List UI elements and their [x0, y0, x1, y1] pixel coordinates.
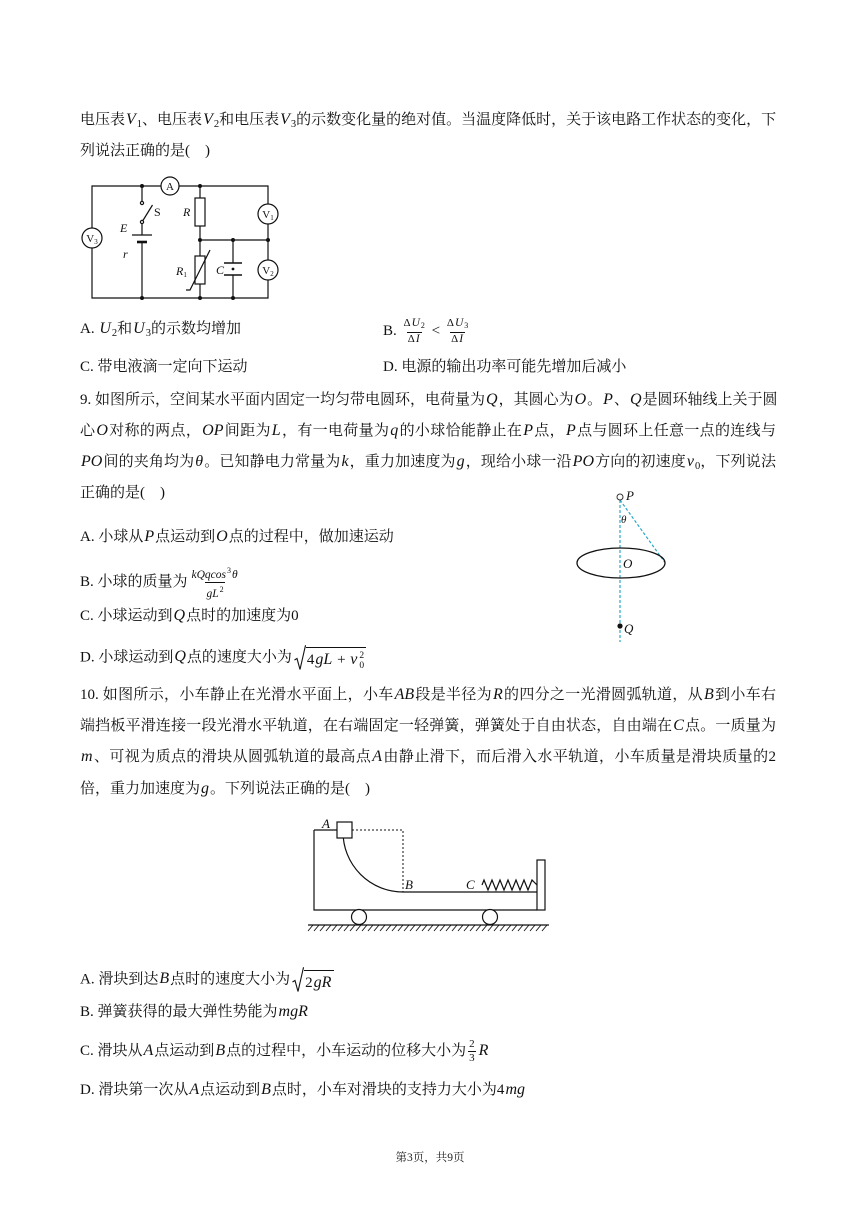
- math-variable: P: [523, 422, 533, 439]
- theta-label: θ: [621, 514, 627, 526]
- charged-ring: [577, 548, 665, 578]
- math-variable: OP: [202, 422, 224, 439]
- q9-option-c: [80, 604, 299, 628]
- math-variable: B: [159, 970, 170, 988]
- math-variable: O: [216, 528, 228, 545]
- text-run: 到小车右: [714, 687, 776, 703]
- cart-body: [308, 822, 549, 931]
- q8-option-d: [383, 355, 626, 379]
- text-run: 、可视为质点的滑块从圆弧轨道的最高点: [93, 749, 372, 765]
- math-subscript: 3: [145, 328, 151, 339]
- q9-option-b: [80, 564, 242, 600]
- text-run: A. 滑块到达: [80, 971, 159, 988]
- text-run: 对称的两点，: [108, 423, 202, 439]
- math-variable: mg: [505, 1081, 525, 1098]
- text-run: ，有一电荷量为: [281, 423, 390, 439]
- math-variable: PO: [572, 453, 594, 470]
- text-run: 间的夹角均为: [103, 454, 195, 470]
- text-run: ，重力加速度为: [349, 454, 456, 470]
- text-run: 电压表: [80, 112, 126, 128]
- point-q-dot: [617, 623, 622, 628]
- text-run: 方向的初速度: [595, 454, 686, 470]
- text-run: Δ: [446, 317, 454, 329]
- circuit-diagram: [80, 176, 304, 304]
- math-variable: B: [215, 1041, 226, 1059]
- text-run: 点的过程中，做加速运动: [228, 529, 394, 545]
- text-run: 点运动到: [200, 1082, 261, 1098]
- switch-blade: [142, 205, 153, 222]
- voltmeter-1-label-sub: 1: [270, 214, 274, 222]
- voltmeter-3-label-sub: 3: [94, 238, 98, 246]
- math-fraction: [468, 1038, 476, 1065]
- text-run: ，下列说法: [700, 454, 776, 470]
- math-variable: O: [574, 391, 587, 408]
- wire: [92, 186, 271, 298]
- text-run: 点的速度大小为: [186, 649, 292, 666]
- q10-option-a: [80, 967, 334, 991]
- resistor-r: [195, 198, 205, 226]
- junction-dot: [198, 238, 202, 242]
- text-run: ，现给小球一沿: [465, 454, 572, 470]
- math-variable: B: [261, 1081, 271, 1098]
- math-square-root: [294, 645, 366, 671]
- text-run: 9. 如图所示，空间某水平面内固定一均匀带电圆环，电荷量为: [80, 392, 486, 408]
- text-run: Δ: [451, 333, 459, 345]
- text-run: <: [427, 322, 444, 339]
- text-run: 点时的速度大小为: [170, 971, 291, 988]
- junction-dot: [266, 238, 270, 242]
- switch-contact: [140, 201, 143, 204]
- ball-at-p: [617, 494, 623, 500]
- math-sub-superscript: [359, 651, 364, 671]
- text-run: 心: [80, 423, 96, 439]
- junction-dot: [140, 184, 144, 188]
- fraction-numerator: [403, 317, 426, 332]
- math-variable: Q: [174, 648, 186, 666]
- junction-dot: [140, 296, 144, 300]
- q9-stem-line: [80, 481, 165, 505]
- text-run: 端挡板平滑连接一段光滑水平轨道，在右端固定一轻弹簧，弹簧处于自由状态，自由端在: [80, 718, 673, 734]
- text-run: 和电压表: [219, 112, 280, 128]
- math-square-root: [292, 967, 334, 993]
- fraction-denominator: [450, 332, 465, 346]
- math-variable: g: [456, 453, 465, 470]
- cart-track-figure: [300, 810, 556, 940]
- center-o-label: O: [623, 556, 633, 571]
- point-a-label: A: [322, 816, 330, 831]
- page-number: 第3页，共9页: [395, 1152, 465, 1164]
- text-run: 。: [587, 392, 603, 408]
- math-variable: θ: [195, 453, 204, 470]
- math-variable: v: [686, 453, 695, 470]
- text-run: 的示数变化量的绝对值。当温度降低时，关于该电路工作状态的变化，下: [296, 112, 777, 128]
- text-run: Δ: [407, 333, 415, 345]
- math-variable: A: [143, 1041, 154, 1059]
- math-variable: PO: [81, 453, 103, 470]
- math-variable: U: [411, 317, 420, 329]
- resistor-label: R: [183, 205, 191, 219]
- text-run: 和: [117, 321, 133, 337]
- q9-option-a: [80, 525, 394, 549]
- text-run: 由静止滑下，而后滑入水平轨道，小车质量是滑块质量的2: [383, 749, 776, 765]
- text-run: C. 滑块从: [80, 1042, 143, 1059]
- text-run: 2: [305, 975, 313, 991]
- math-variable: m: [81, 748, 93, 765]
- voltmeter-2-label-sub: 2: [270, 270, 274, 278]
- radical-stroke: [294, 646, 306, 670]
- math-variable: mgR: [278, 1003, 308, 1020]
- wheel: [483, 910, 498, 925]
- text-run: 点的过程中，小车运动的位移大小为: [226, 1042, 467, 1059]
- math-variable: R: [492, 686, 503, 703]
- voltmeter-2-label-main: V: [262, 265, 271, 277]
- radical-stroke: [293, 968, 305, 992]
- math-subscript: 2: [420, 321, 425, 330]
- math-variable: V: [203, 111, 213, 128]
- math-variable: O: [96, 422, 108, 439]
- ammeter-label: A: [166, 181, 174, 193]
- point-b-label: B: [405, 877, 413, 892]
- junction-dot: [231, 296, 235, 300]
- fraction-numerator: [468, 1038, 476, 1051]
- text-run: 。已知静电力常量为: [204, 454, 341, 470]
- text-run: 点时，小车对滑块的支持力大小为4: [271, 1082, 505, 1098]
- text-run: 点，: [533, 423, 565, 439]
- charged-ring-figure: [570, 488, 670, 648]
- text-run: 的示数均增加: [150, 321, 241, 337]
- point-q-label: Q: [624, 621, 634, 636]
- radical-sign-icon: [294, 645, 306, 671]
- emf-label: E: [120, 221, 128, 235]
- radicand: [304, 970, 334, 993]
- text-run: 4: [306, 652, 315, 669]
- math-variable: C: [673, 717, 684, 734]
- text-run: 2: [469, 1038, 475, 1050]
- math-variable: P: [144, 528, 155, 545]
- math-variable: R: [478, 1041, 489, 1059]
- text-run: 3: [469, 1052, 475, 1064]
- circuit-wires: [82, 177, 278, 298]
- junction-dot: [198, 184, 202, 188]
- math-variable: V: [126, 111, 136, 128]
- text-run: D. 滑块第一次从: [80, 1082, 189, 1098]
- math-variable: U: [454, 317, 464, 329]
- math-fraction: [403, 317, 426, 346]
- text-run: 点时的加速度为0: [186, 608, 299, 624]
- radius-guide: [352, 830, 403, 892]
- text-run: 倍，重力加速度为: [80, 781, 201, 797]
- math-variable: U: [99, 320, 111, 337]
- cart-outline: [314, 830, 537, 910]
- math-variable: P: [565, 422, 576, 439]
- text-run: C. 带电液滴一定向下运动: [80, 359, 248, 375]
- switch-label: S: [154, 205, 161, 219]
- math-variable: gL: [206, 588, 219, 600]
- q10-stem-line: [80, 777, 370, 801]
- thermistor-label: [175, 264, 187, 279]
- math-variable: P: [603, 391, 613, 408]
- text-run: B. 小球的质量为: [80, 573, 188, 590]
- q10-option-d: [80, 1078, 526, 1102]
- text-run: +: [333, 652, 350, 669]
- point-c-label: C: [466, 877, 475, 892]
- text-run: 点。一质量为: [684, 718, 776, 734]
- math-variable: L: [271, 422, 281, 439]
- voltmeter-1-label-main: V: [262, 209, 271, 221]
- text-run: 正确的是( ): [80, 485, 165, 501]
- math-variable: A: [372, 748, 382, 765]
- math-variable: gL: [315, 651, 333, 669]
- math-subscript: 1: [136, 119, 143, 130]
- end-stop-plate: [537, 860, 545, 910]
- text-run: A.: [80, 321, 99, 337]
- text-run: 段是半径为: [415, 687, 492, 703]
- math-subscript: 2: [213, 119, 220, 130]
- internal-resistance-label: r: [123, 247, 128, 261]
- q8-stem-line: [80, 108, 776, 132]
- text-run: 的小球恰能静止在: [399, 423, 523, 439]
- q10-option-b: [80, 1000, 309, 1024]
- math-superscript: 3: [227, 566, 232, 575]
- voltmeter-3-label-main: V: [86, 233, 95, 245]
- fraction-denominator: [407, 332, 422, 346]
- text-run: 是圆环轴线上关于圆: [642, 392, 778, 408]
- math-variable: k: [341, 453, 349, 470]
- junction-dot: [198, 296, 202, 300]
- text-run: 点与圆环上任意一点的连线与: [576, 423, 776, 439]
- text-run: D. 电源的输出功率可能先增加后减小: [383, 359, 627, 375]
- text-run: A. 小球从: [80, 529, 144, 545]
- text-run: B.: [383, 322, 401, 339]
- text-run: C. 小球运动到: [80, 608, 173, 624]
- math-variable: B: [703, 686, 714, 703]
- q10-stem-line: [80, 683, 776, 707]
- math-variable: θ: [232, 569, 238, 581]
- math-superscript: 2: [359, 651, 365, 661]
- math-variable: I: [459, 333, 464, 345]
- q9-stem-line: [80, 419, 776, 443]
- text-run: 、电压表: [142, 112, 203, 128]
- text-run: 的四分之一光滑圆弧轨道，从: [503, 687, 703, 703]
- q9-option-d: [80, 645, 366, 669]
- ground-hatching: [308, 925, 547, 931]
- thermistor-label-main: R: [176, 264, 184, 278]
- radical-sign-icon: [292, 967, 304, 993]
- math-variable: V: [280, 111, 290, 128]
- point-p-label: P: [626, 488, 634, 503]
- math-variable: U: [133, 320, 145, 337]
- math-variable: q: [390, 422, 399, 439]
- text-run: 。下列说法正确的是( ): [210, 781, 371, 797]
- q10-stem-line: [80, 745, 776, 769]
- q8-option-b: [383, 317, 471, 345]
- q9-stem-line: [80, 450, 776, 474]
- math-superscript: 2: [219, 585, 224, 594]
- charged-droplet: [232, 268, 235, 271]
- text-run: ，其圆心为: [498, 392, 574, 408]
- spring: [482, 880, 537, 890]
- capacitor-label: C: [216, 263, 225, 277]
- text-run: 点运动到: [154, 1042, 215, 1059]
- math-subscript: 3: [290, 119, 297, 130]
- switch-contact: [140, 220, 143, 223]
- q8-option-c: [80, 355, 248, 379]
- math-fraction: [190, 564, 240, 601]
- math-subscript: 3: [464, 321, 469, 330]
- quarter-arc-track: [343, 832, 403, 892]
- math-variable: Q: [629, 391, 642, 408]
- text-run: 间距为: [224, 423, 271, 439]
- math-subscript: 0: [359, 661, 365, 671]
- text-run: D. 小球运动到: [80, 649, 174, 666]
- math-variable: Q: [486, 391, 498, 408]
- slider-block: [337, 822, 352, 838]
- text-run: Δ: [403, 317, 411, 329]
- q10-option-c: [80, 1038, 489, 1062]
- fraction-numerator: [190, 564, 240, 582]
- q8-stem-line: [80, 139, 210, 163]
- fraction-denominator: [468, 1051, 476, 1065]
- thermistor-label-sub: 1: [183, 271, 187, 279]
- fraction-numerator: [446, 317, 469, 332]
- math-variable: v: [350, 651, 358, 669]
- q8-option-a: [80, 317, 241, 341]
- wheel: [352, 910, 367, 925]
- q10-stem-line: [80, 714, 776, 738]
- math-fraction: [446, 317, 469, 346]
- text-run: 列说法正确的是( ): [80, 143, 210, 159]
- junction-dot: [231, 238, 235, 242]
- text-run: 10. 如图所示，小车静止在光滑水平面上，小车: [80, 687, 394, 703]
- fraction-denominator: [205, 582, 225, 601]
- math-variable: AB: [394, 686, 415, 703]
- text-run: 点运动到: [155, 529, 216, 545]
- math-variable: gR: [313, 974, 332, 991]
- math-subscript: 0: [695, 461, 701, 472]
- math-variable: g: [201, 780, 210, 797]
- text-run: 、: [613, 392, 629, 408]
- radicand: [306, 647, 366, 671]
- math-variable: Q: [173, 607, 186, 624]
- math-subscript: 2: [111, 328, 118, 339]
- math-variable: A: [189, 1081, 200, 1098]
- q9-stem-line: [80, 388, 776, 412]
- math-variable: I: [415, 333, 420, 345]
- text-run: B. 弹簧获得的最大弹性势能为: [80, 1004, 278, 1020]
- p-to-ring-line: [620, 500, 665, 562]
- math-variable: kQqcos: [191, 569, 227, 581]
